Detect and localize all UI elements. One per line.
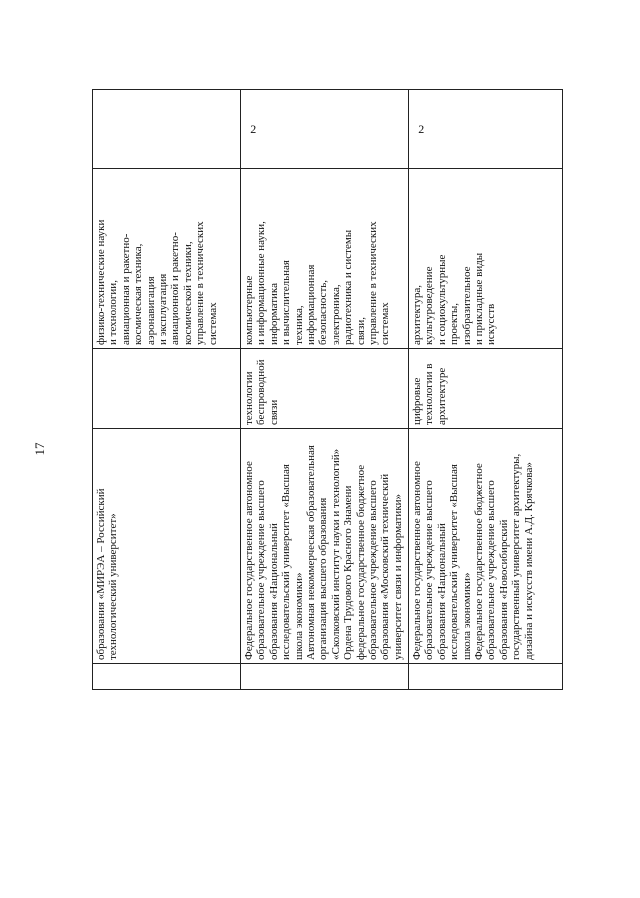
table-row	[93, 90, 241, 690]
specialties-cell: архитектура, культуроведение и социокультурные проекты, изобразительное и прикладные виды искусств	[409, 169, 563, 349]
count-value: 2	[250, 121, 257, 136]
universities-cell: Федеральное государственное автономное образовательное учреждение высшего образования «Национальный исследовательский университет «Высшая школа экономики» Автономная некоммерческая образовательная организация высшего образования «Сколковский институт науки и технологий» Ордена Трудового Красного Знамени федеральное государственное бюджетное образовательное учреждение высшего образования «Московский технический университет связи и информатики»	[241, 429, 409, 664]
programs-table	[92, 89, 563, 690]
universities-cell: Федеральное государственное автономное образовательное учреждение высшего образования «Национальный исследовательский университет «Высшая школа экономики» Федеральное государственное бюджетное образовательное учреждение высшего образования «Новосибирский государственный университет архитектуры, дизайна и искусств имени А.Д. Крячкова»	[409, 429, 563, 664]
specialties-cell: компьютерные и информационные науки, информатика и вычислительная техника, информационная безопасность, электроника, радиотехника и системы связи, управление в технических системах	[241, 169, 409, 349]
count-cell	[409, 90, 563, 169]
specialties-cell: физико-технические науки и технологии, авиационная и ракетно- космическая техника, аэронавигация и эксплуатация авиационной и ракетно- космической техники, управление в технических системах	[93, 169, 241, 349]
page-number: 17	[32, 442, 47, 456]
program-cell	[93, 349, 241, 429]
row-number-cell	[93, 664, 241, 690]
table-row	[241, 90, 409, 690]
table-row	[409, 90, 563, 690]
universities-cell: образования «МИРЭА – Российский технологический университет»	[93, 429, 241, 664]
row-number-cell	[409, 664, 563, 690]
program-cell: технологии беспроводной связи	[241, 349, 409, 429]
count-cell	[241, 90, 409, 169]
count-cell	[93, 90, 241, 169]
count-value: 2	[418, 121, 425, 136]
program-cell: цифровые технологии в архитектуре	[409, 349, 563, 429]
rotated-table-container	[92, 90, 562, 690]
row-number-cell	[241, 664, 409, 690]
